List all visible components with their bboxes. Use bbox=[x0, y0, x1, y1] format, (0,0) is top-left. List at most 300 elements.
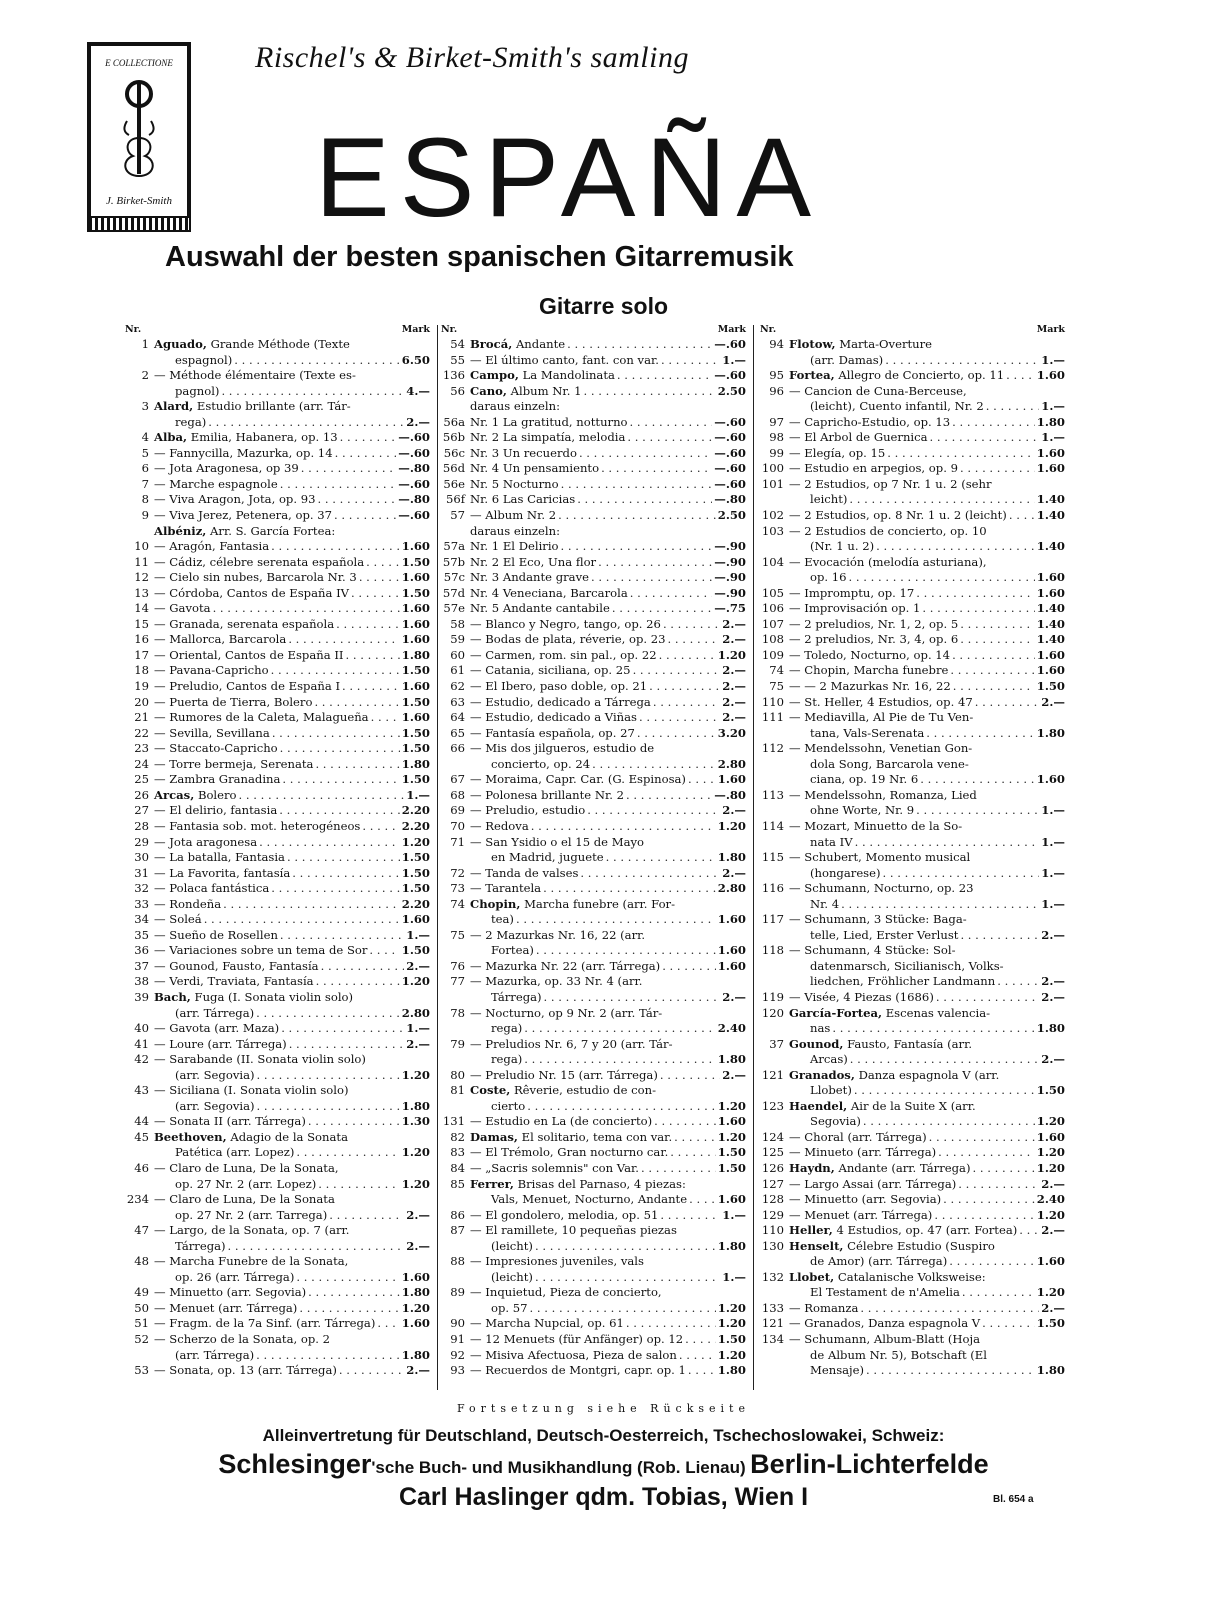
composer-name: Albéniz, bbox=[154, 523, 207, 538]
vienna-publisher: Carl Haslinger qdm. Tobias, Wien I bbox=[398, 1483, 809, 1511]
entry-price: —.80 bbox=[714, 492, 746, 507]
entry-line bbox=[441, 415, 746, 431]
entry-title: (leicht), Cuento infantil, Nr. 2 bbox=[810, 399, 984, 414]
entry-title: — Fannycilla, Mazurka, op. 14 bbox=[154, 445, 333, 460]
entry-price: 2.20 bbox=[401, 896, 430, 911]
composer-name: Bach, bbox=[154, 989, 191, 1004]
entry-price: 1.40 bbox=[1036, 492, 1065, 507]
catalog-entry bbox=[125, 803, 430, 819]
entry-line bbox=[441, 570, 746, 586]
entry-number: 56c bbox=[443, 445, 465, 460]
composer-name: Fortea, bbox=[789, 368, 835, 383]
entry-price: 2.20 bbox=[401, 818, 430, 833]
dot-leader bbox=[321, 959, 405, 975]
mark-header: Mark bbox=[401, 324, 430, 335]
catalog-entry bbox=[441, 648, 746, 664]
entry-price: 2.80 bbox=[401, 1005, 430, 1020]
entry-line bbox=[441, 1270, 746, 1286]
entry-line bbox=[760, 757, 1065, 773]
catalog-entry bbox=[125, 1254, 430, 1285]
catalog-entry bbox=[125, 866, 430, 882]
dot-leader bbox=[926, 726, 1034, 742]
entry-line bbox=[760, 353, 1065, 369]
catalog-column-2 bbox=[441, 322, 746, 1379]
entry-line bbox=[760, 819, 1065, 835]
dot-leader bbox=[282, 772, 399, 788]
entry-title: (leicht) bbox=[491, 1269, 533, 1284]
entry-line bbox=[760, 1254, 1065, 1270]
entry-price: 2.— bbox=[1041, 694, 1065, 709]
entry-title: Nr. 3 Un recuerdo bbox=[470, 445, 577, 460]
catalog-entry bbox=[125, 741, 430, 757]
entry-line bbox=[125, 912, 430, 928]
entry-line bbox=[760, 788, 1065, 804]
dot-leader bbox=[660, 1208, 720, 1224]
entry-title: — Largo, de la Sonata, op. 7 (arr. bbox=[154, 1223, 350, 1238]
entry-title: — El Trémolo, Gran nocturno car. bbox=[470, 1145, 669, 1160]
entry-number: 94 bbox=[769, 337, 784, 351]
entry-line bbox=[760, 1099, 1065, 1115]
entry-line bbox=[441, 1006, 746, 1022]
entry-line bbox=[441, 1114, 746, 1130]
entry-price: 1.— bbox=[722, 352, 746, 367]
entry-line bbox=[441, 974, 746, 990]
dot-leader bbox=[296, 1270, 399, 1286]
logo-signature: J. Birket-Smith bbox=[106, 195, 172, 207]
entry-number: 3 bbox=[141, 399, 149, 414]
entry-title: — Staccato-Capricho bbox=[154, 741, 278, 756]
entry-title: — Rondeña bbox=[154, 896, 222, 911]
entry-line bbox=[125, 1239, 430, 1255]
entry-title: — Marcha Funebre de la Sonata, bbox=[154, 1254, 349, 1269]
dot-leader bbox=[280, 741, 400, 757]
dot-leader bbox=[637, 726, 716, 742]
entry-price: 1.20 bbox=[401, 834, 430, 849]
entry-title: — Schumann, 3 Stücke: Baga- bbox=[789, 912, 967, 927]
entry-number: 98 bbox=[769, 430, 784, 445]
entry-line bbox=[125, 1161, 430, 1177]
entry-price: 1.50 bbox=[401, 741, 430, 756]
entry-price: 2.— bbox=[722, 663, 746, 678]
dot-leader bbox=[689, 1192, 716, 1208]
composer-name: Cano, bbox=[470, 383, 507, 398]
entry-number: 123 bbox=[761, 1098, 784, 1113]
entry-title: — Menuet (arr. Tárrega) bbox=[154, 1300, 298, 1315]
catalog-entry bbox=[760, 1130, 1065, 1146]
entry-line bbox=[760, 1052, 1065, 1068]
entry-price: 1.50 bbox=[401, 585, 430, 600]
catalog-entry bbox=[441, 601, 746, 617]
entry-number: 42 bbox=[134, 1052, 149, 1067]
entry-line bbox=[760, 368, 1065, 384]
entry-number: 60 bbox=[450, 647, 465, 662]
entry-price: 1.— bbox=[1041, 896, 1065, 911]
entry-price: 2.— bbox=[1041, 989, 1065, 1004]
entry-title: — Improvisación op. 1 bbox=[789, 601, 921, 616]
entry-number: 56f bbox=[445, 492, 465, 507]
dot-leader bbox=[301, 461, 396, 477]
entry-number: 85 bbox=[450, 1176, 465, 1191]
entry-number: 114 bbox=[761, 818, 784, 833]
entry-title: (arr. Tárrega) bbox=[175, 1347, 255, 1362]
entry-title: Fortea) bbox=[491, 943, 534, 958]
entry-line bbox=[441, 866, 746, 882]
catalog-entry bbox=[125, 508, 430, 524]
entry-line bbox=[760, 1332, 1065, 1348]
entry-line bbox=[125, 710, 430, 726]
entry-number: 72 bbox=[450, 865, 465, 880]
entry-title: — — 2 Mazurkas Nr. 16, 22 bbox=[789, 679, 951, 694]
entry-title: Nr. 1 La gratitud, notturno bbox=[470, 414, 628, 429]
dot-leader bbox=[259, 835, 400, 851]
entry-price: 1.50 bbox=[401, 772, 430, 787]
catalog-entry bbox=[760, 446, 1065, 462]
entry-line bbox=[760, 1021, 1065, 1037]
entry-price: —.60 bbox=[714, 368, 746, 383]
catalog-entry bbox=[441, 974, 746, 1005]
dot-leader bbox=[936, 990, 1039, 1006]
composer-name: Alba, bbox=[154, 430, 188, 445]
entry-title: — 2 Estudios de concierto, op. 10 bbox=[789, 523, 987, 538]
entry-line bbox=[441, 399, 746, 415]
entry-number: 70 bbox=[450, 818, 465, 833]
entry-title: — Nocturno, op 9 Nr. 2 (arr. Tár- bbox=[470, 1005, 663, 1020]
dot-leader bbox=[922, 601, 1034, 617]
entry-price: 1.— bbox=[1041, 865, 1065, 880]
entry-line bbox=[760, 1223, 1065, 1239]
catalog-entry bbox=[760, 710, 1065, 741]
entry-price: 2.— bbox=[722, 632, 746, 647]
catalog-entry bbox=[760, 819, 1065, 850]
catalog-entry bbox=[760, 601, 1065, 617]
entry-line bbox=[125, 772, 430, 788]
entry-price: 2.— bbox=[1041, 1176, 1065, 1191]
entry-line bbox=[441, 1332, 746, 1348]
entry-title: Nr. 5 Nocturno bbox=[470, 476, 559, 491]
entry-price: 1.60 bbox=[401, 601, 430, 616]
entry-title: — El ramillete, 10 pequeñas piezas bbox=[470, 1223, 677, 1238]
entry-number: 15 bbox=[134, 616, 149, 631]
catalog-entry bbox=[760, 648, 1065, 664]
entry-price: 1.80 bbox=[1036, 1021, 1065, 1036]
entry-number: 75 bbox=[450, 927, 465, 942]
catalog-entry bbox=[760, 1145, 1065, 1161]
entry-line bbox=[441, 990, 746, 1006]
entry-line bbox=[760, 1006, 1065, 1022]
catalog-entry bbox=[760, 1037, 1065, 1068]
dot-leader bbox=[583, 384, 715, 400]
entry-title: op. 57 bbox=[491, 1300, 528, 1315]
composer-name: Brocá, bbox=[470, 337, 513, 351]
entry-line bbox=[441, 850, 746, 866]
entry-title: — Romanza bbox=[789, 1300, 859, 1315]
entry-price: 4.— bbox=[406, 383, 430, 398]
entry-line bbox=[441, 1145, 746, 1161]
entry-line bbox=[760, 415, 1065, 431]
entry-title: — Impresiones juveniles, vals bbox=[470, 1254, 644, 1269]
entry-number: 56 bbox=[450, 383, 465, 398]
entry-price: 2.20 bbox=[401, 803, 430, 818]
entry-line bbox=[441, 555, 746, 571]
entry-number: 30 bbox=[134, 850, 149, 865]
composer-name: Llobet, bbox=[789, 1269, 835, 1284]
catalog-entry bbox=[441, 1208, 746, 1224]
entry-title: Célebre Estudio (Suspiro bbox=[847, 1238, 995, 1253]
entry-number: 68 bbox=[450, 787, 465, 802]
dot-leader bbox=[654, 1114, 716, 1130]
entry-line bbox=[441, 1021, 746, 1037]
entry-title: — Pavana-Capricho bbox=[154, 663, 269, 678]
entry-line bbox=[125, 1052, 430, 1068]
entry-title: — El último canto, fant. con var. bbox=[470, 352, 659, 367]
entry-line bbox=[441, 1254, 746, 1270]
entry-title: — Schumann, Nocturno, op. 23 bbox=[789, 881, 974, 896]
entry-number: 129 bbox=[761, 1207, 784, 1222]
entry-price: 1.20 bbox=[1036, 1145, 1065, 1160]
entry-line bbox=[760, 850, 1065, 866]
entry-price: 1.60 bbox=[717, 912, 746, 927]
entry-number: 132 bbox=[761, 1269, 784, 1284]
dot-leader bbox=[362, 819, 399, 835]
entry-line bbox=[760, 695, 1065, 711]
entry-line bbox=[441, 1052, 746, 1068]
entry-title: — Bodas de plata, réverie, op. 23 bbox=[470, 632, 666, 647]
dot-leader bbox=[832, 1021, 1034, 1037]
entry-price: 1.50 bbox=[1036, 679, 1065, 694]
entry-number: 56b bbox=[442, 430, 465, 445]
entry-title: Segovia) bbox=[810, 1114, 861, 1129]
entry-number: 83 bbox=[450, 1145, 465, 1160]
dot-leader bbox=[863, 1114, 1035, 1130]
entry-price: 1.— bbox=[406, 1021, 430, 1036]
entry-number: 40 bbox=[134, 1021, 149, 1036]
dot-leader bbox=[536, 943, 716, 959]
catalog-entry bbox=[125, 1332, 430, 1363]
catalog-entry bbox=[125, 850, 430, 866]
entry-title: — St. Heller, 4 Estudios, op. 47 bbox=[789, 694, 973, 709]
catalog-entry bbox=[441, 1348, 746, 1364]
entry-price: 1.60 bbox=[1036, 1254, 1065, 1269]
entry-title: — Evocación (melodía asturiana), bbox=[789, 554, 987, 569]
entry-title: Arr. S. García Fortea: bbox=[210, 523, 336, 538]
entry-number: 37 bbox=[769, 1036, 784, 1051]
dot-leader bbox=[308, 1114, 400, 1130]
catalog-entry bbox=[760, 368, 1065, 384]
catalog-entry bbox=[125, 477, 430, 493]
dot-leader bbox=[950, 663, 1034, 679]
entry-line bbox=[125, 399, 430, 415]
dot-leader bbox=[530, 1301, 716, 1317]
entry-line bbox=[441, 772, 746, 788]
entry-number: 17 bbox=[134, 647, 149, 662]
entry-line bbox=[441, 1285, 746, 1301]
catalog-entry bbox=[760, 617, 1065, 633]
entry-line bbox=[441, 353, 746, 369]
entry-line bbox=[760, 663, 1065, 679]
catalog-entry bbox=[760, 586, 1065, 602]
entry-number: 110 bbox=[761, 1223, 784, 1238]
entry-title: en Madrid, juguete bbox=[491, 850, 604, 865]
entry-number: 67 bbox=[450, 772, 465, 787]
dot-leader bbox=[351, 586, 400, 602]
entry-title: — Fragm. de la 7a Sinf. (arr. Tárrega) bbox=[154, 1316, 376, 1331]
entry-number: 131 bbox=[442, 1114, 465, 1129]
entry-title: Escenas valencia- bbox=[885, 1005, 991, 1020]
catalog-entry bbox=[760, 477, 1065, 508]
dot-leader bbox=[975, 695, 1040, 711]
entry-title: El solitario, tema con var. bbox=[521, 1129, 673, 1144]
entry-price: 2.50 bbox=[717, 508, 746, 523]
dot-leader bbox=[934, 1208, 1034, 1224]
entry-title: Tárrega) bbox=[175, 1238, 226, 1253]
entry-title: — Moraima, Capr. Car. (G. Espinosa) bbox=[470, 772, 686, 787]
entry-title: de Amor) (arr. Tárrega) bbox=[810, 1254, 948, 1269]
entry-line bbox=[125, 508, 430, 524]
entry-title: Brisas del Parnaso, 4 piezas: bbox=[517, 1176, 686, 1191]
dot-leader bbox=[849, 570, 1035, 586]
entry-price: 1.60 bbox=[401, 570, 430, 585]
entry-number: 38 bbox=[134, 974, 149, 989]
dot-leader bbox=[567, 337, 712, 353]
dot-leader bbox=[938, 1145, 1035, 1161]
entry-title: — Zambra Granadina bbox=[154, 772, 281, 787]
entry-title: — Viva Aragon, Jota, op. 93 bbox=[154, 492, 316, 507]
catalog-entry bbox=[125, 772, 430, 788]
catalog-entry bbox=[441, 695, 746, 711]
entry-line bbox=[125, 1208, 430, 1224]
entry-title: — 2 preludios, Nr. 3, 4, op. 6 bbox=[789, 632, 959, 647]
entry-price: 1.20 bbox=[717, 1300, 746, 1315]
entry-title: telle, Lied, Erster Verlust bbox=[810, 927, 959, 942]
entry-price: 1.80 bbox=[1036, 1363, 1065, 1378]
entry-title: (arr. Segovia) bbox=[175, 1067, 255, 1082]
catalog-entry bbox=[760, 524, 1065, 555]
entry-line bbox=[125, 1037, 430, 1053]
dot-leader bbox=[883, 866, 1040, 882]
entry-price: 2.80 bbox=[717, 756, 746, 771]
dot-leader bbox=[674, 1130, 716, 1146]
entry-title: — Loure (arr. Tárrega) bbox=[154, 1036, 287, 1051]
entry-number: 46 bbox=[134, 1160, 149, 1175]
catalog-entry bbox=[441, 1068, 746, 1084]
dot-leader bbox=[271, 663, 400, 679]
entry-title: — Polonesa brillante Nr. 2 bbox=[470, 787, 624, 802]
entry-price: 2.80 bbox=[717, 881, 746, 896]
entry-line bbox=[125, 1285, 430, 1301]
entry-line bbox=[441, 1161, 746, 1177]
composer-name: Granados, bbox=[789, 1067, 855, 1082]
entry-price: 1.40 bbox=[1036, 508, 1065, 523]
mark-header: Mark bbox=[717, 324, 746, 335]
dot-leader bbox=[591, 570, 712, 586]
catalog-entry bbox=[760, 1223, 1065, 1239]
dot-leader bbox=[860, 1301, 1039, 1317]
entry-number: 39 bbox=[134, 989, 149, 1004]
entry-price: 3.20 bbox=[717, 725, 746, 740]
entry-title: — Mendelssohn, Romanza, Lied bbox=[789, 787, 977, 802]
entry-price: 1.— bbox=[1041, 430, 1065, 445]
entry-title: concierto, op. 24 bbox=[491, 756, 591, 771]
entry-number: 105 bbox=[761, 585, 784, 600]
entry-line bbox=[760, 943, 1065, 959]
entry-title: — Tarantela bbox=[470, 881, 542, 896]
entry-title: — Mediavilla, Al Pie de Tu Ven- bbox=[789, 710, 974, 725]
entry-line bbox=[441, 384, 746, 400]
dot-leader bbox=[639, 710, 720, 726]
entry-line bbox=[760, 974, 1065, 990]
entry-price: 1.— bbox=[406, 927, 430, 942]
entry-title: — Sonata II (arr. Tárrega) bbox=[154, 1114, 306, 1129]
entry-line bbox=[760, 741, 1065, 757]
entry-title: — Sevilla, Sevillana bbox=[154, 725, 270, 740]
entry-number: 125 bbox=[761, 1145, 784, 1160]
dot-leader bbox=[1019, 1223, 1039, 1239]
entry-title: Bolero bbox=[197, 787, 237, 802]
entry-line bbox=[125, 1223, 430, 1239]
entry-number: 89 bbox=[450, 1285, 465, 1300]
catalog-entry bbox=[441, 524, 746, 540]
entry-price: 1.80 bbox=[401, 647, 430, 662]
catalog-entry bbox=[441, 617, 746, 633]
entry-line bbox=[125, 617, 430, 633]
dot-leader bbox=[287, 850, 400, 866]
dot-leader bbox=[272, 726, 400, 742]
entry-line bbox=[125, 835, 430, 851]
entry-line bbox=[760, 912, 1065, 928]
entry-title: Nr. 4 Un pensamiento bbox=[470, 461, 600, 476]
catalog-entry bbox=[441, 368, 746, 384]
entry-line bbox=[125, 959, 430, 975]
dot-leader bbox=[606, 850, 716, 866]
catalog-entry bbox=[441, 1223, 746, 1254]
entry-price: 1.80 bbox=[1036, 414, 1065, 429]
entry-line bbox=[125, 461, 430, 477]
entry-line bbox=[760, 601, 1065, 617]
entry-title: (leicht) bbox=[491, 1238, 533, 1253]
entry-line bbox=[760, 399, 1065, 415]
entry-number: 35 bbox=[134, 927, 149, 942]
entry-number: 117 bbox=[761, 912, 784, 927]
entry-title: — Claro de Luna, De la Sonata bbox=[154, 1192, 335, 1207]
entry-number: 66 bbox=[450, 741, 465, 756]
catalog-entry bbox=[125, 430, 430, 446]
entry-line bbox=[760, 803, 1065, 819]
entry-price: 1.80 bbox=[717, 1238, 746, 1253]
catalog-entry bbox=[441, 1114, 746, 1130]
entry-number: 121 bbox=[761, 1067, 784, 1082]
entry-title: — Choral (arr. Tárrega) bbox=[789, 1129, 927, 1144]
entry-title: — Marche espagnole bbox=[154, 476, 278, 491]
entry-line bbox=[125, 1192, 430, 1208]
dot-leader bbox=[670, 1145, 715, 1161]
entry-number bbox=[125, 524, 149, 540]
entry-line bbox=[441, 663, 746, 679]
entry-title: — Menuet (arr. Tárrega) bbox=[789, 1207, 933, 1222]
entry-title: Estudio brillante (arr. Tár- bbox=[196, 399, 351, 414]
catalog-entry bbox=[760, 695, 1065, 711]
entry-number: 26 bbox=[134, 787, 149, 802]
entry-number: 77 bbox=[450, 974, 465, 989]
dot-leader bbox=[659, 648, 716, 664]
catalog-entry bbox=[441, 415, 746, 431]
catalog-entry bbox=[760, 741, 1065, 788]
entry-line bbox=[760, 461, 1065, 477]
entry-line bbox=[441, 1223, 746, 1239]
entry-title: — El Ibero, paso doble, op. 21 bbox=[470, 679, 648, 694]
dot-leader bbox=[234, 353, 400, 369]
entry-title: — Sonata, op. 13 (arr. Tárrega) bbox=[154, 1363, 337, 1378]
entry-number: 31 bbox=[134, 865, 149, 880]
